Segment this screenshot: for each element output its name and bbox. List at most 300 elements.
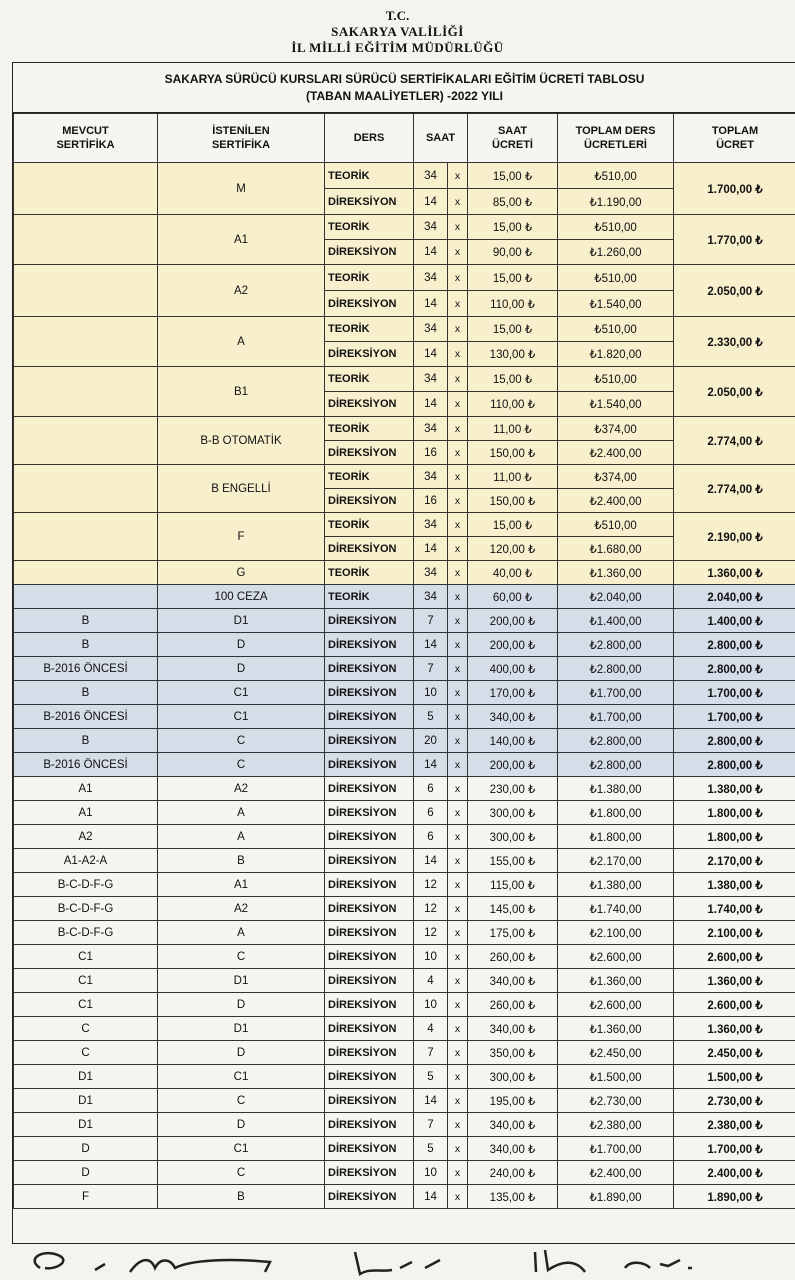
multiply-cell: x bbox=[448, 1065, 468, 1089]
saat-cell: 10 bbox=[414, 681, 448, 705]
toplam-ders-cell: ₺1.380,00 bbox=[558, 873, 674, 897]
mevcut-cell: B-2016 ÖNCESİ bbox=[14, 753, 158, 777]
toplam-ders-cell: ₺2.380,00 bbox=[558, 1113, 674, 1137]
saat-ucreti-cell: 230,00 ₺ bbox=[468, 777, 558, 801]
group-lesson-row bbox=[14, 465, 795, 489]
istenilen-cell: B1 bbox=[158, 367, 325, 417]
multiply-cell: x bbox=[448, 1185, 468, 1209]
multiply-cell: x bbox=[448, 163, 468, 189]
saat-ucreti-cell: 15,00 ₺ bbox=[468, 317, 558, 342]
saat-ucreti-cell: 140,00 ₺ bbox=[468, 729, 558, 753]
mevcut-cell: D bbox=[14, 1137, 158, 1161]
toplam-cell: 2.800,00 ₺ bbox=[674, 657, 795, 681]
saat-ucreti-cell: 120,00 ₺ bbox=[468, 537, 558, 561]
multiply-cell: x bbox=[448, 633, 468, 657]
saat-ucreti-cell: 15,00 ₺ bbox=[468, 513, 558, 537]
saat-cell: 7 bbox=[414, 1113, 448, 1137]
multiply-cell: x bbox=[448, 489, 468, 513]
multiply-cell: x bbox=[448, 609, 468, 633]
fee-table bbox=[13, 113, 795, 1209]
ders-cell: TEORİK bbox=[325, 367, 414, 392]
mevcut-cell: B-C-D-F-G bbox=[14, 897, 158, 921]
toplam-cell: 2.600,00 ₺ bbox=[674, 993, 795, 1017]
saat-ucreti-cell: 200,00 ₺ bbox=[468, 753, 558, 777]
toplam-cell: 2.800,00 ₺ bbox=[674, 753, 795, 777]
saat-ucreti-cell: 115,00 ₺ bbox=[468, 873, 558, 897]
saat-cell: 12 bbox=[414, 897, 448, 921]
saat-cell: 14 bbox=[414, 342, 448, 367]
toplam-ders-cell: ₺1.500,00 bbox=[558, 1065, 674, 1089]
multiply-cell: x bbox=[448, 921, 468, 945]
saat-cell: 34 bbox=[414, 465, 448, 489]
fee-row bbox=[14, 801, 795, 825]
toplam-ders-cell: ₺2.100,00 bbox=[558, 921, 674, 945]
ders-cell: TEORİK bbox=[325, 513, 414, 537]
saat-ucreti-cell: 135,00 ₺ bbox=[468, 1185, 558, 1209]
mevcut-cell bbox=[14, 561, 158, 585]
mevcut-cell: D bbox=[14, 1161, 158, 1185]
toplam-cell: 1.700,00 ₺ bbox=[674, 1137, 795, 1161]
mevcut-cell: B-C-D-F-G bbox=[14, 921, 158, 945]
istenilen-cell: C bbox=[158, 729, 325, 753]
fee-row bbox=[14, 849, 795, 873]
istenilen-cell: C bbox=[158, 945, 325, 969]
ders-cell: TEORİK bbox=[325, 417, 414, 441]
istenilen-cell: A1 bbox=[158, 215, 325, 265]
saat-ucreti-cell: 200,00 ₺ bbox=[468, 633, 558, 657]
saat-ucreti-cell: 85,00 ₺ bbox=[468, 189, 558, 215]
toplam-ders-cell: ₺2.400,00 bbox=[558, 1161, 674, 1185]
toplam-ders-cell: ₺1.260,00 bbox=[558, 240, 674, 265]
toplam-cell: 2.190,00 ₺ bbox=[674, 513, 795, 561]
saat-ucreti-cell: 170,00 ₺ bbox=[468, 681, 558, 705]
saat-cell: 4 bbox=[414, 969, 448, 993]
saat-cell: 34 bbox=[414, 585, 448, 609]
mevcut-cell: A1 bbox=[14, 777, 158, 801]
group-lesson-row bbox=[14, 317, 795, 342]
mevcut-cell bbox=[14, 585, 158, 609]
fee-row bbox=[14, 1041, 795, 1065]
mevcut-cell: C1 bbox=[14, 969, 158, 993]
ders-cell: DİREKSİYON bbox=[325, 777, 414, 801]
toplam-cell: 1.380,00 ₺ bbox=[674, 873, 795, 897]
istenilen-cell: D bbox=[158, 633, 325, 657]
toplam-cell: 2.040,00 ₺ bbox=[674, 585, 795, 609]
toplam-ders-cell: ₺1.540,00 bbox=[558, 392, 674, 417]
istenilen-cell: A bbox=[158, 317, 325, 367]
multiply-cell: x bbox=[448, 777, 468, 801]
col-mevcut: MEVCUT SERTİFİKA bbox=[14, 114, 158, 163]
multiply-cell: x bbox=[448, 729, 468, 753]
mevcut-cell: A2 bbox=[14, 825, 158, 849]
istenilen-cell: C1 bbox=[158, 1137, 325, 1161]
saat-ucreti-cell: 15,00 ₺ bbox=[468, 367, 558, 392]
saat-cell: 6 bbox=[414, 777, 448, 801]
multiply-cell: x bbox=[448, 897, 468, 921]
ders-cell: DİREKSİYON bbox=[325, 705, 414, 729]
saat-ucreti-cell: 175,00 ₺ bbox=[468, 921, 558, 945]
saat-cell: 14 bbox=[414, 1185, 448, 1209]
fee-row bbox=[14, 1137, 795, 1161]
saat-cell: 34 bbox=[414, 317, 448, 342]
multiply-cell: x bbox=[448, 1161, 468, 1185]
istenilen-cell: 100 CEZA bbox=[158, 585, 325, 609]
ders-cell: DİREKSİYON bbox=[325, 657, 414, 681]
istenilen-cell: D bbox=[158, 1113, 325, 1137]
toplam-ders-cell: ₺2.800,00 bbox=[558, 657, 674, 681]
toplam-cell: 1.400,00 ₺ bbox=[674, 609, 795, 633]
toplam-cell: 2.730,00 ₺ bbox=[674, 1089, 795, 1113]
saat-ucreti-cell: 40,00 ₺ bbox=[468, 561, 558, 585]
ders-cell: DİREKSİYON bbox=[325, 489, 414, 513]
mevcut-cell: D1 bbox=[14, 1089, 158, 1113]
group-lesson-row bbox=[14, 215, 795, 240]
fee-row bbox=[14, 873, 795, 897]
ders-cell: DİREKSİYON bbox=[325, 1185, 414, 1209]
multiply-cell: x bbox=[448, 681, 468, 705]
istenilen-cell: A2 bbox=[158, 777, 325, 801]
toplam-cell: 2.100,00 ₺ bbox=[674, 921, 795, 945]
toplam-cell: 2.050,00 ₺ bbox=[674, 367, 795, 417]
toplam-ders-cell: ₺510,00 bbox=[558, 215, 674, 240]
col-toplam-ders: TOPLAM DERS ÜCRETLERİ bbox=[558, 114, 674, 163]
istenilen-cell: A bbox=[158, 825, 325, 849]
saat-cell: 14 bbox=[414, 189, 448, 215]
saat-ucreti-cell: 130,00 ₺ bbox=[468, 342, 558, 367]
ders-cell: DİREKSİYON bbox=[325, 1161, 414, 1185]
toplam-cell: 1.800,00 ₺ bbox=[674, 801, 795, 825]
toplam-ders-cell: ₺1.360,00 bbox=[558, 969, 674, 993]
ders-cell: TEORİK bbox=[325, 317, 414, 342]
mevcut-cell: B-2016 ÖNCESİ bbox=[14, 657, 158, 681]
col-istenilen: İSTENİLEN SERTİFİKA bbox=[158, 114, 325, 163]
toplam-cell: 1.360,00 ₺ bbox=[674, 1017, 795, 1041]
mevcut-cell: B bbox=[14, 681, 158, 705]
group-lesson-row bbox=[14, 367, 795, 392]
saat-cell: 14 bbox=[414, 1089, 448, 1113]
saat-cell: 34 bbox=[414, 215, 448, 240]
istenilen-cell: C1 bbox=[158, 681, 325, 705]
ders-cell: DİREKSİYON bbox=[325, 921, 414, 945]
saat-cell: 10 bbox=[414, 1161, 448, 1185]
istenilen-cell: C1 bbox=[158, 705, 325, 729]
multiply-cell: x bbox=[448, 417, 468, 441]
saat-cell: 12 bbox=[414, 921, 448, 945]
saat-cell: 4 bbox=[414, 1017, 448, 1041]
handwritten-signature bbox=[0, 1238, 795, 1280]
toplam-cell: 2.800,00 ₺ bbox=[674, 633, 795, 657]
multiply-cell: x bbox=[448, 1113, 468, 1137]
saat-ucreti-cell: 350,00 ₺ bbox=[468, 1041, 558, 1065]
ders-cell: DİREKSİYON bbox=[325, 240, 414, 265]
ders-cell: DİREKSİYON bbox=[325, 849, 414, 873]
toplam-ders-cell: ₺2.600,00 bbox=[558, 945, 674, 969]
fee-row bbox=[14, 1065, 795, 1089]
toplam-ders-cell: ₺1.190,00 bbox=[558, 189, 674, 215]
istenilen-cell: B ENGELLİ bbox=[158, 465, 325, 513]
saat-cell: 14 bbox=[414, 291, 448, 317]
multiply-cell: x bbox=[448, 657, 468, 681]
multiply-cell: x bbox=[448, 993, 468, 1017]
toplam-ders-cell: ₺1.740,00 bbox=[558, 897, 674, 921]
saat-cell: 20 bbox=[414, 729, 448, 753]
saat-cell: 5 bbox=[414, 1065, 448, 1089]
ders-cell: DİREKSİYON bbox=[325, 729, 414, 753]
multiply-cell: x bbox=[448, 291, 468, 317]
mevcut-cell: D1 bbox=[14, 1065, 158, 1089]
istenilen-cell: A2 bbox=[158, 265, 325, 317]
saat-ucreti-cell: 260,00 ₺ bbox=[468, 993, 558, 1017]
multiply-cell: x bbox=[448, 465, 468, 489]
title-line-1: SAKARYA SÜRÜCÜ KURSLARI SÜRÜCÜ SERTİFİKALARI EĞİTİM ÜCRETİ TABLOSU bbox=[164, 72, 645, 86]
saat-ucreti-cell: 15,00 ₺ bbox=[468, 265, 558, 291]
saat-cell: 34 bbox=[414, 561, 448, 585]
ders-cell: DİREKSİYON bbox=[325, 945, 414, 969]
multiply-cell: x bbox=[448, 849, 468, 873]
ders-cell: TEORİK bbox=[325, 561, 414, 585]
toplam-cell: 2.774,00 ₺ bbox=[674, 465, 795, 513]
istenilen-cell: C bbox=[158, 753, 325, 777]
saat-ucreti-cell: 150,00 ₺ bbox=[468, 489, 558, 513]
ders-cell: TEORİK bbox=[325, 265, 414, 291]
group-lesson-row bbox=[14, 265, 795, 291]
istenilen-cell: A bbox=[158, 801, 325, 825]
fee-row bbox=[14, 585, 795, 609]
istenilen-cell: B bbox=[158, 1185, 325, 1209]
toplam-ders-cell: ₺510,00 bbox=[558, 367, 674, 392]
saat-ucreti-cell: 150,00 ₺ bbox=[468, 441, 558, 465]
toplam-ders-cell: ₺2.170,00 bbox=[558, 849, 674, 873]
mevcut-cell: A1 bbox=[14, 801, 158, 825]
multiply-cell: x bbox=[448, 753, 468, 777]
ders-cell: TEORİK bbox=[325, 215, 414, 240]
col-ders: DERS bbox=[325, 114, 414, 163]
saat-ucreti-cell: 11,00 ₺ bbox=[468, 417, 558, 441]
ders-cell: DİREKSİYON bbox=[325, 681, 414, 705]
ders-cell: DİREKSİYON bbox=[325, 441, 414, 465]
multiply-cell: x bbox=[448, 537, 468, 561]
multiply-cell: x bbox=[448, 367, 468, 392]
table-header-row bbox=[14, 114, 795, 163]
multiply-cell: x bbox=[448, 1137, 468, 1161]
mevcut-cell: C bbox=[14, 1017, 158, 1041]
toplam-cell: 2.330,00 ₺ bbox=[674, 317, 795, 367]
saat-ucreti-cell: 15,00 ₺ bbox=[468, 215, 558, 240]
mevcut-cell bbox=[14, 265, 158, 317]
toplam-ders-cell: ₺2.800,00 bbox=[558, 729, 674, 753]
fee-row bbox=[14, 1089, 795, 1113]
istenilen-cell: A1 bbox=[158, 873, 325, 897]
saat-cell: 34 bbox=[414, 417, 448, 441]
saat-ucreti-cell: 300,00 ₺ bbox=[468, 1065, 558, 1089]
saat-ucreti-cell: 340,00 ₺ bbox=[468, 705, 558, 729]
fee-row bbox=[14, 705, 795, 729]
multiply-cell: x bbox=[448, 1017, 468, 1041]
ders-cell: DİREKSİYON bbox=[325, 189, 414, 215]
toplam-ders-cell: ₺1.700,00 bbox=[558, 1137, 674, 1161]
toplam-ders-cell: ₺2.730,00 bbox=[558, 1089, 674, 1113]
fee-row bbox=[14, 729, 795, 753]
mevcut-cell bbox=[14, 417, 158, 465]
ders-cell: DİREKSİYON bbox=[325, 825, 414, 849]
multiply-cell: x bbox=[448, 1041, 468, 1065]
toplam-cell: 1.360,00 ₺ bbox=[674, 561, 795, 585]
toplam-ders-cell: ₺1.890,00 bbox=[558, 1185, 674, 1209]
saat-cell: 34 bbox=[414, 513, 448, 537]
header-valilik: SAKARYA VALİLİĞİ bbox=[331, 24, 464, 39]
fee-row bbox=[14, 921, 795, 945]
multiply-cell: x bbox=[448, 705, 468, 729]
toplam-ders-cell: ₺2.600,00 bbox=[558, 993, 674, 1017]
saat-ucreti-cell: 400,00 ₺ bbox=[468, 657, 558, 681]
table-title bbox=[13, 63, 795, 113]
saat-cell: 14 bbox=[414, 537, 448, 561]
multiply-cell: x bbox=[448, 873, 468, 897]
multiply-cell: x bbox=[448, 317, 468, 342]
ders-cell: DİREKSİYON bbox=[325, 969, 414, 993]
toplam-ders-cell: ₺1.360,00 bbox=[558, 561, 674, 585]
toplam-cell: 2.450,00 ₺ bbox=[674, 1041, 795, 1065]
saat-cell: 7 bbox=[414, 657, 448, 681]
saat-ucreti-cell: 145,00 ₺ bbox=[468, 897, 558, 921]
saat-cell: 16 bbox=[414, 441, 448, 465]
toplam-cell: 1.890,00 ₺ bbox=[674, 1185, 795, 1209]
mevcut-cell: A1-A2-A bbox=[14, 849, 158, 873]
fee-row bbox=[14, 561, 795, 585]
ders-cell: TEORİK bbox=[325, 465, 414, 489]
fee-row bbox=[14, 945, 795, 969]
multiply-cell: x bbox=[448, 342, 468, 367]
saat-ucreti-cell: 155,00 ₺ bbox=[468, 849, 558, 873]
toplam-cell: 1.740,00 ₺ bbox=[674, 897, 795, 921]
toplam-ders-cell: ₺1.360,00 bbox=[558, 1017, 674, 1041]
toplam-ders-cell: ₺1.400,00 bbox=[558, 609, 674, 633]
saat-cell: 14 bbox=[414, 392, 448, 417]
toplam-cell: 1.700,00 ₺ bbox=[674, 163, 795, 215]
mevcut-cell bbox=[14, 163, 158, 215]
istenilen-cell: F bbox=[158, 513, 325, 561]
fee-row bbox=[14, 681, 795, 705]
fee-row bbox=[14, 1113, 795, 1137]
saat-ucreti-cell: 340,00 ₺ bbox=[468, 1113, 558, 1137]
ders-cell: DİREKSİYON bbox=[325, 392, 414, 417]
fee-row bbox=[14, 657, 795, 681]
saat-cell: 34 bbox=[414, 265, 448, 291]
istenilen-cell: M bbox=[158, 163, 325, 215]
istenilen-cell: B-B OTOMATİK bbox=[158, 417, 325, 465]
group-lesson-row bbox=[14, 513, 795, 537]
saat-ucreti-cell: 11,00 ₺ bbox=[468, 465, 558, 489]
saat-cell: 5 bbox=[414, 705, 448, 729]
saat-cell: 10 bbox=[414, 945, 448, 969]
toplam-ders-cell: ₺510,00 bbox=[558, 163, 674, 189]
mevcut-cell: C1 bbox=[14, 993, 158, 1017]
toplam-cell: 2.800,00 ₺ bbox=[674, 729, 795, 753]
fee-row bbox=[14, 1017, 795, 1041]
title-line-2: (TABAN MAALİYETLER) -2022 YILI bbox=[306, 89, 503, 103]
saat-ucreti-cell: 340,00 ₺ bbox=[468, 969, 558, 993]
saat-ucreti-cell: 110,00 ₺ bbox=[468, 291, 558, 317]
toplam-ders-cell: ₺2.400,00 bbox=[558, 489, 674, 513]
multiply-cell: x bbox=[448, 585, 468, 609]
mevcut-cell bbox=[14, 465, 158, 513]
ders-cell: DİREKSİYON bbox=[325, 801, 414, 825]
toplam-ders-cell: ₺1.700,00 bbox=[558, 681, 674, 705]
multiply-cell: x bbox=[448, 945, 468, 969]
multiply-cell: x bbox=[448, 189, 468, 215]
ders-cell: DİREKSİYON bbox=[325, 1089, 414, 1113]
toplam-ders-cell: ₺1.800,00 bbox=[558, 801, 674, 825]
saat-cell: 16 bbox=[414, 489, 448, 513]
mevcut-cell bbox=[14, 215, 158, 265]
saat-ucreti-cell: 340,00 ₺ bbox=[468, 1017, 558, 1041]
saat-cell: 34 bbox=[414, 367, 448, 392]
saat-ucreti-cell: 200,00 ₺ bbox=[468, 609, 558, 633]
saat-ucreti-cell: 195,00 ₺ bbox=[468, 1089, 558, 1113]
istenilen-cell: D bbox=[158, 993, 325, 1017]
toplam-ders-cell: ₺1.380,00 bbox=[558, 777, 674, 801]
fee-row bbox=[14, 1161, 795, 1185]
fee-row bbox=[14, 609, 795, 633]
multiply-cell: x bbox=[448, 265, 468, 291]
fee-row bbox=[14, 825, 795, 849]
header-tc: T.C. bbox=[385, 8, 410, 23]
ders-cell: DİREKSİYON bbox=[325, 342, 414, 367]
toplam-ders-cell: ₺374,00 bbox=[558, 465, 674, 489]
istenilen-cell: C bbox=[158, 1161, 325, 1185]
toplam-ders-cell: ₺1.540,00 bbox=[558, 291, 674, 317]
istenilen-cell: A bbox=[158, 921, 325, 945]
saat-ucreti-cell: 240,00 ₺ bbox=[468, 1161, 558, 1185]
toplam-cell: 2.600,00 ₺ bbox=[674, 945, 795, 969]
saat-cell: 7 bbox=[414, 609, 448, 633]
ders-cell: DİREKSİYON bbox=[325, 1113, 414, 1137]
multiply-cell: x bbox=[448, 825, 468, 849]
ders-cell: DİREKSİYON bbox=[325, 753, 414, 777]
ders-cell: TEORİK bbox=[325, 163, 414, 189]
saat-ucreti-cell: 15,00 ₺ bbox=[468, 163, 558, 189]
mevcut-cell: C bbox=[14, 1041, 158, 1065]
ders-cell: DİREKSİYON bbox=[325, 537, 414, 561]
toplam-ders-cell: ₺2.450,00 bbox=[558, 1041, 674, 1065]
saat-ucreti-cell: 90,00 ₺ bbox=[468, 240, 558, 265]
ders-cell: TEORİK bbox=[325, 585, 414, 609]
mevcut-cell: F bbox=[14, 1185, 158, 1209]
mevcut-cell: D1 bbox=[14, 1113, 158, 1137]
saat-cell: 5 bbox=[414, 1137, 448, 1161]
fee-row bbox=[14, 753, 795, 777]
toplam-ders-cell: ₺2.400,00 bbox=[558, 441, 674, 465]
multiply-cell: x bbox=[448, 1089, 468, 1113]
multiply-cell: x bbox=[448, 240, 468, 265]
saat-cell: 14 bbox=[414, 633, 448, 657]
toplam-cell: 2.774,00 ₺ bbox=[674, 417, 795, 465]
istenilen-cell: A2 bbox=[158, 897, 325, 921]
toplam-ders-cell: ₺1.800,00 bbox=[558, 825, 674, 849]
ders-cell: DİREKSİYON bbox=[325, 897, 414, 921]
istenilen-cell: D bbox=[158, 657, 325, 681]
toplam-ders-cell: ₺1.680,00 bbox=[558, 537, 674, 561]
saat-cell: 6 bbox=[414, 825, 448, 849]
multiply-cell: x bbox=[448, 441, 468, 465]
toplam-cell: 1.360,00 ₺ bbox=[674, 969, 795, 993]
mevcut-cell: B bbox=[14, 609, 158, 633]
saat-cell: 10 bbox=[414, 993, 448, 1017]
multiply-cell: x bbox=[448, 215, 468, 240]
group-lesson-row bbox=[14, 163, 795, 189]
toplam-cell: 1.380,00 ₺ bbox=[674, 777, 795, 801]
saat-cell: 14 bbox=[414, 849, 448, 873]
